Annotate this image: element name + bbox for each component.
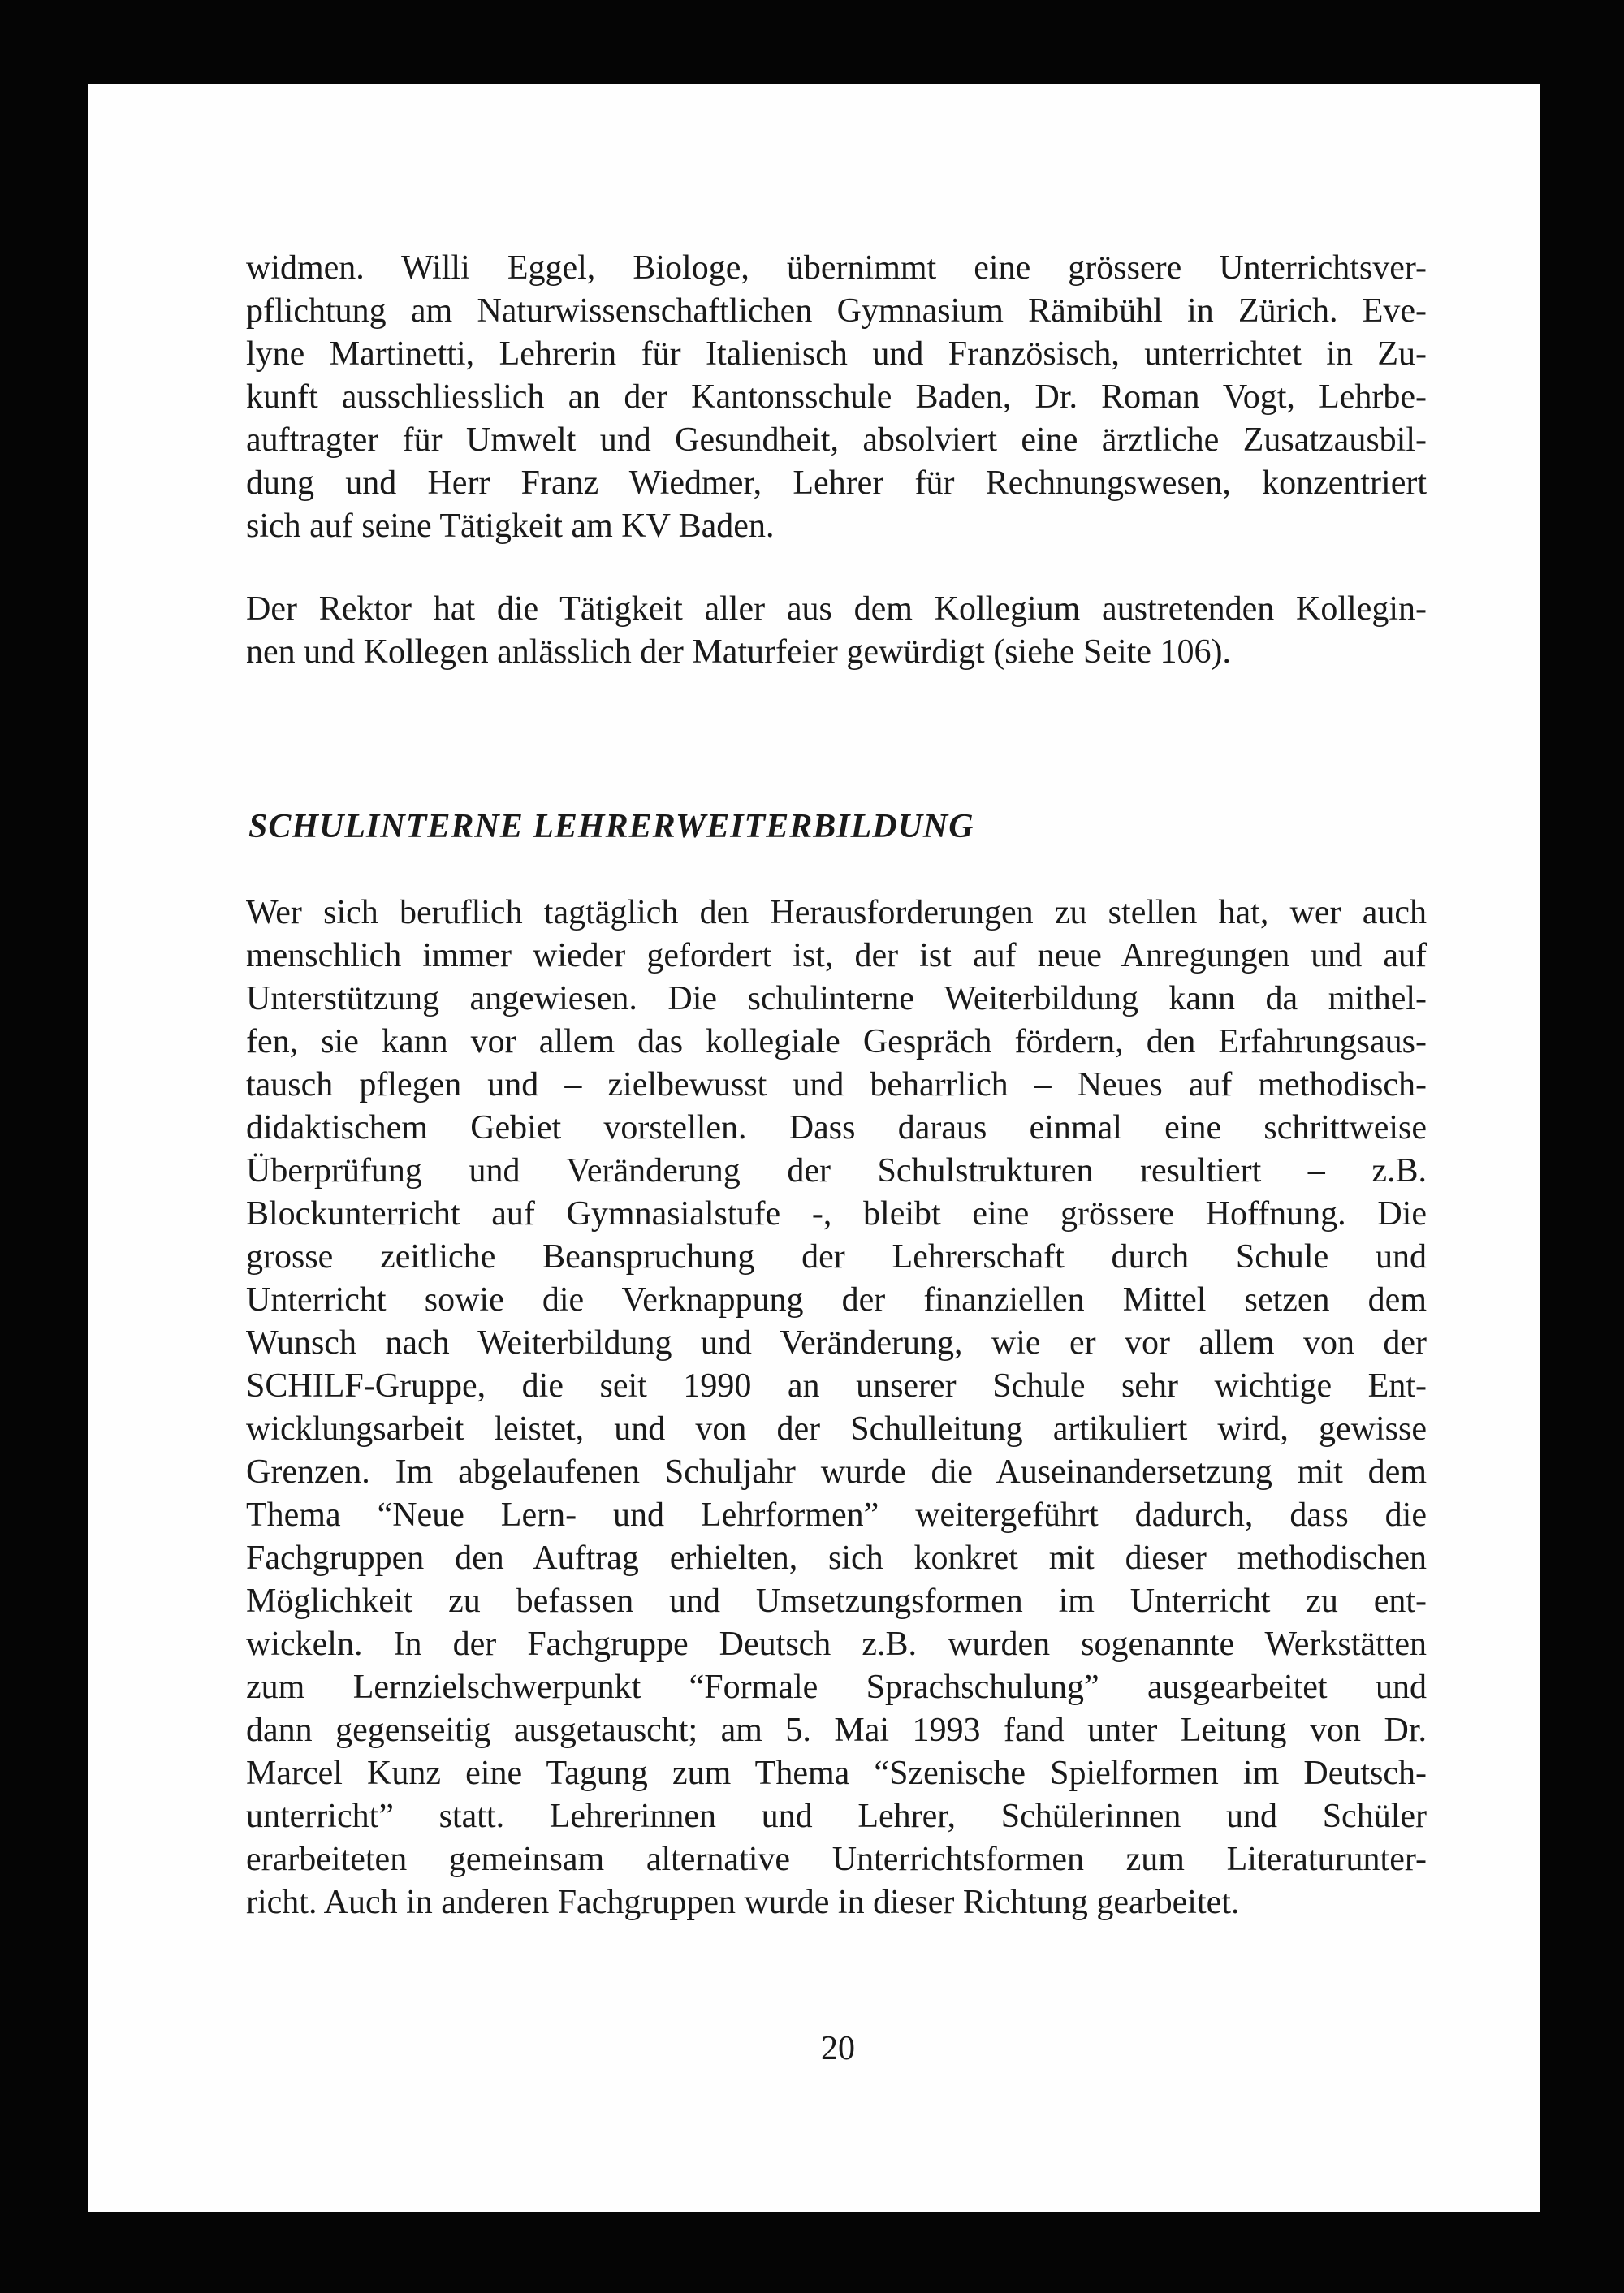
page-number: 20 (821, 2030, 855, 2067)
text-line: sich auf seine Tätigkeit am KV Baden. (246, 507, 775, 545)
text-line: menschlich immer wieder gefordert ist, der ist auf neue Anregungen und auf (246, 937, 1427, 974)
text-line: SCHILF-Gruppe, die seit 1990 an unserer Schule sehr wichtige Ent- (246, 1367, 1427, 1405)
text-line: Wer sich beruflich tagtäglich den Herausforderungen zu stellen hat, wer auch (246, 894, 1427, 931)
text-line: Unterstützung angewiesen. Die schulinterne Weiterbildung kann da mithel- (246, 980, 1427, 1017)
text-line: tausch pflegen und – zielbewusst und beharrlich – Neues auf methodisch- (246, 1066, 1427, 1103)
text-line: wicklungsarbeit leistet, und von der Schulleitung artikuliert wird, gewisse (246, 1410, 1427, 1448)
text-line: grosse zeitliche Beanspruchung der Lehrerschaft durch Schule und (246, 1238, 1427, 1276)
text-line: richt. Auch in anderen Fachgruppen wurde in dieser Richtung gearbeitet. (246, 1884, 1240, 1921)
text-line: Fachgruppen den Auftrag erhielten, sich konkret mit dieser methodischen (246, 1539, 1427, 1577)
text-line: lyne Martinetti, Lehrerin für Italienisch und Französisch, unterrichtet in Zu- (246, 335, 1427, 373)
text-line: dung und Herr Franz Wiedmer, Lehrer für Rechnungswesen, konzentriert (246, 464, 1427, 502)
text-line: wickeln. In der Fachgruppe Deutsch z.B. wurden sogenannte Werkstätten (246, 1626, 1427, 1663)
text-line: Marcel Kunz eine Tagung zum Thema “Szenische Spielformen im Deutsch- (246, 1755, 1427, 1792)
text-line: Überprüfung und Veränderung der Schulstrukturen resultiert – z.B. (246, 1152, 1427, 1190)
text-line: didaktischem Gebiet vorstellen. Dass daraus einmal eine schrittweise (246, 1109, 1427, 1146)
text-line: zum Lernzielschwerpunkt “Formale Sprachschulung” ausgearbeitet und (246, 1669, 1427, 1706)
text-line: widmen. Willi Eggel, Biologe, übernimmt eine grössere Unterrichtsver- (246, 249, 1427, 287)
paragraph-rector-tribute (246, 588, 1427, 674)
section-heading: SCHULINTERNE LEHRERWEITERBILDUNG (248, 808, 974, 845)
text-line: dann gegenseitig ausgetauscht; am 5. Mai 1993 fand unter Leitung von Dr. (246, 1712, 1427, 1749)
text-line: Der Rektor hat die Tätigkeit aller aus dem Kollegium austretenden Kollegin- (246, 590, 1427, 628)
text-line: fen, sie kann vor allem das kollegiale Gespräch fördern, den Erfahrungsaus- (246, 1023, 1427, 1060)
document-page (88, 84, 1540, 2212)
text-line: erarbeiteten gemeinsam alternative Unterrichtsformen zum Literaturunter- (246, 1841, 1427, 1878)
text-line: nen und Kollegen anlässlich der Maturfeier gewürdigt (siehe Seite 106). (246, 633, 1231, 671)
paragraph-staff-changes (246, 247, 1427, 548)
text-line: unterricht” statt. Lehrerinnen und Lehrer, Schülerinnen und Schüler (246, 1798, 1427, 1835)
text-line: Grenzen. Im abgelaufenen Schuljahr wurde die Auseinandersetzung mit dem (246, 1453, 1427, 1491)
text-line: Möglichkeit zu befassen und Umsetzungsformen im Unterricht zu ent- (246, 1583, 1427, 1620)
text-line: Unterricht sowie die Verknappung der finanziellen Mittel setzen dem (246, 1281, 1427, 1319)
text-line: auftragter für Umwelt und Gesundheit, absolviert eine ärztliche Zusatzausbil- (246, 421, 1427, 459)
text-line: kunft ausschliesslich an der Kantonsschule Baden, Dr. Roman Vogt, Lehrbe- (246, 378, 1427, 416)
text-line: Thema “Neue Lern- und Lehrformen” weitergeführt dadurch, dass die (246, 1496, 1427, 1534)
paragraph-teacher-training (246, 892, 1427, 1924)
text-line: pflichtung am Naturwissenschaftlichen Gymnasium Rämibühl in Zürich. Eve- (246, 292, 1427, 330)
text-line: Blockunterricht auf Gymnasialstufe -, bleibt eine grössere Hoffnung. Die (246, 1195, 1427, 1233)
text-line: Wunsch nach Weiterbildung und Veränderung, wie er vor allem von der (246, 1324, 1427, 1362)
